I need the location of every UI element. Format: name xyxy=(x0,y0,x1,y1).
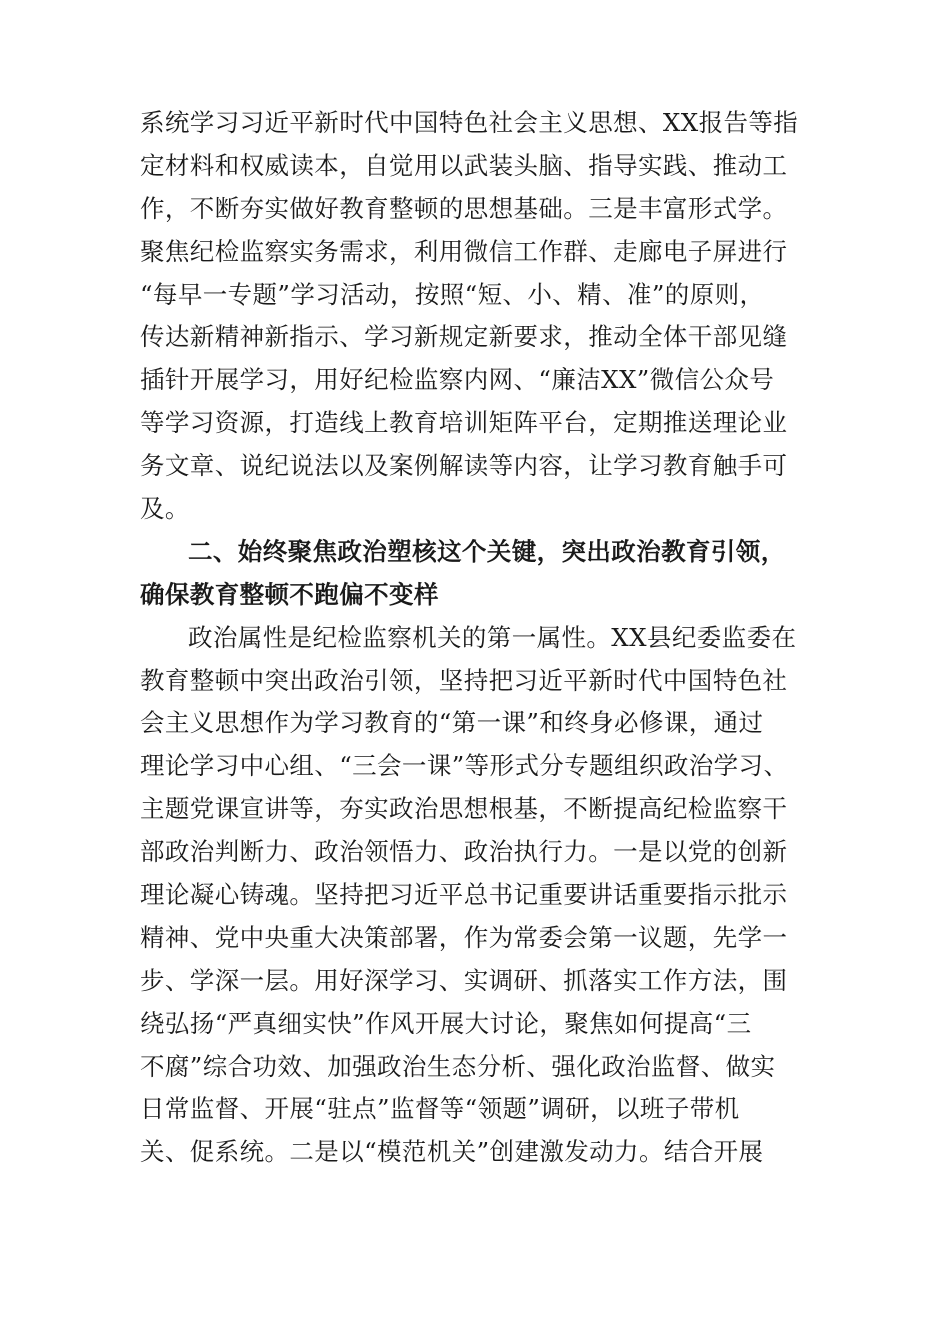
body-text-line: 等学习资源，打造线上教育培训矩阵平台，定期推送理论业 xyxy=(140,408,788,438)
body-text-line: 定材料和权威读本，自觉用以武装头脑、指导实践、推动工 xyxy=(140,150,788,180)
body-text-line: 政治属性是纪检监察机关的第一属性。XX县纪委监委在 xyxy=(188,622,797,652)
body-text-line: 不腐”综合功效、加强政治生态分析、强化政治监督、做实 xyxy=(140,1051,776,1081)
body-text-line: 理论凝心铸魂。坚持把习近平总书记重要讲话重要指示批示 xyxy=(140,880,788,910)
body-text-line: 步、学深一层。用好深学习、实调研、抓落实工作方法，围 xyxy=(140,965,788,995)
body-text-line: 关、促系统。二是以“模范机关”创建激发动力。结合开展 xyxy=(140,1137,764,1167)
body-text-line: 日常监督、开展“驻点”监督等“领题”调研，以班子带机 xyxy=(140,1094,740,1124)
body-text-line: 插针开展学习，用好纪检监察内网、“廉洁XX”微信公众号 xyxy=(140,365,775,395)
body-text-line: 教育整顿中突出政治引领，坚持把习近平新时代中国特色社 xyxy=(140,665,788,695)
body-text-line: 精神、党中央重大决策部署，作为常委会第一议题，先学一 xyxy=(140,922,788,952)
document-body xyxy=(140,102,830,1174)
body-text-line: 传达新精神新指示、学习新规定新要求，推动全体干部见缝 xyxy=(140,322,788,352)
section-heading-line: 确保教育整顿不跑偏不变样 xyxy=(140,579,439,609)
body-text-line: “每早一专题”学习活动，按照“短、小、精、准”的原则， xyxy=(140,279,765,309)
body-text-line: 会主义思想作为学习教育的“第一课”和终身必修课，通过 xyxy=(140,708,764,738)
body-text-line: 作，不断夯实做好教育整顿的思想基础。三是丰富形式学。 xyxy=(140,193,788,223)
body-text-line: 部政治判断力、政治领悟力、政治执行力。一是以党的创新 xyxy=(140,837,788,867)
body-text-line: 理论学习中心组、“三会一课”等形式分专题组织政治学习、 xyxy=(140,751,789,781)
body-text-line: 绕弘扬“严真细实快”作风开展大讨论，聚焦如何提高“三 xyxy=(140,1008,752,1038)
body-text-line: 及。 xyxy=(140,494,190,524)
body-text-line: 聚焦纪检监察实务需求，利用微信工作群、走廊电子屏进行 xyxy=(140,236,788,266)
body-text-line: 系统学习习近平新时代中国特色社会主义思想、XX报告等指 xyxy=(140,108,799,137)
body-text-line: 主题党课宣讲等，夯实政治思想根基，不断提高纪检监察干 xyxy=(140,794,788,824)
section-heading-line: 二、始终聚焦政治塑核这个关键，突出政治教育引领， xyxy=(188,536,786,566)
body-text-line: 务文章、说纪说法以及案例解读等内容，让学习教育触手可 xyxy=(140,451,788,481)
